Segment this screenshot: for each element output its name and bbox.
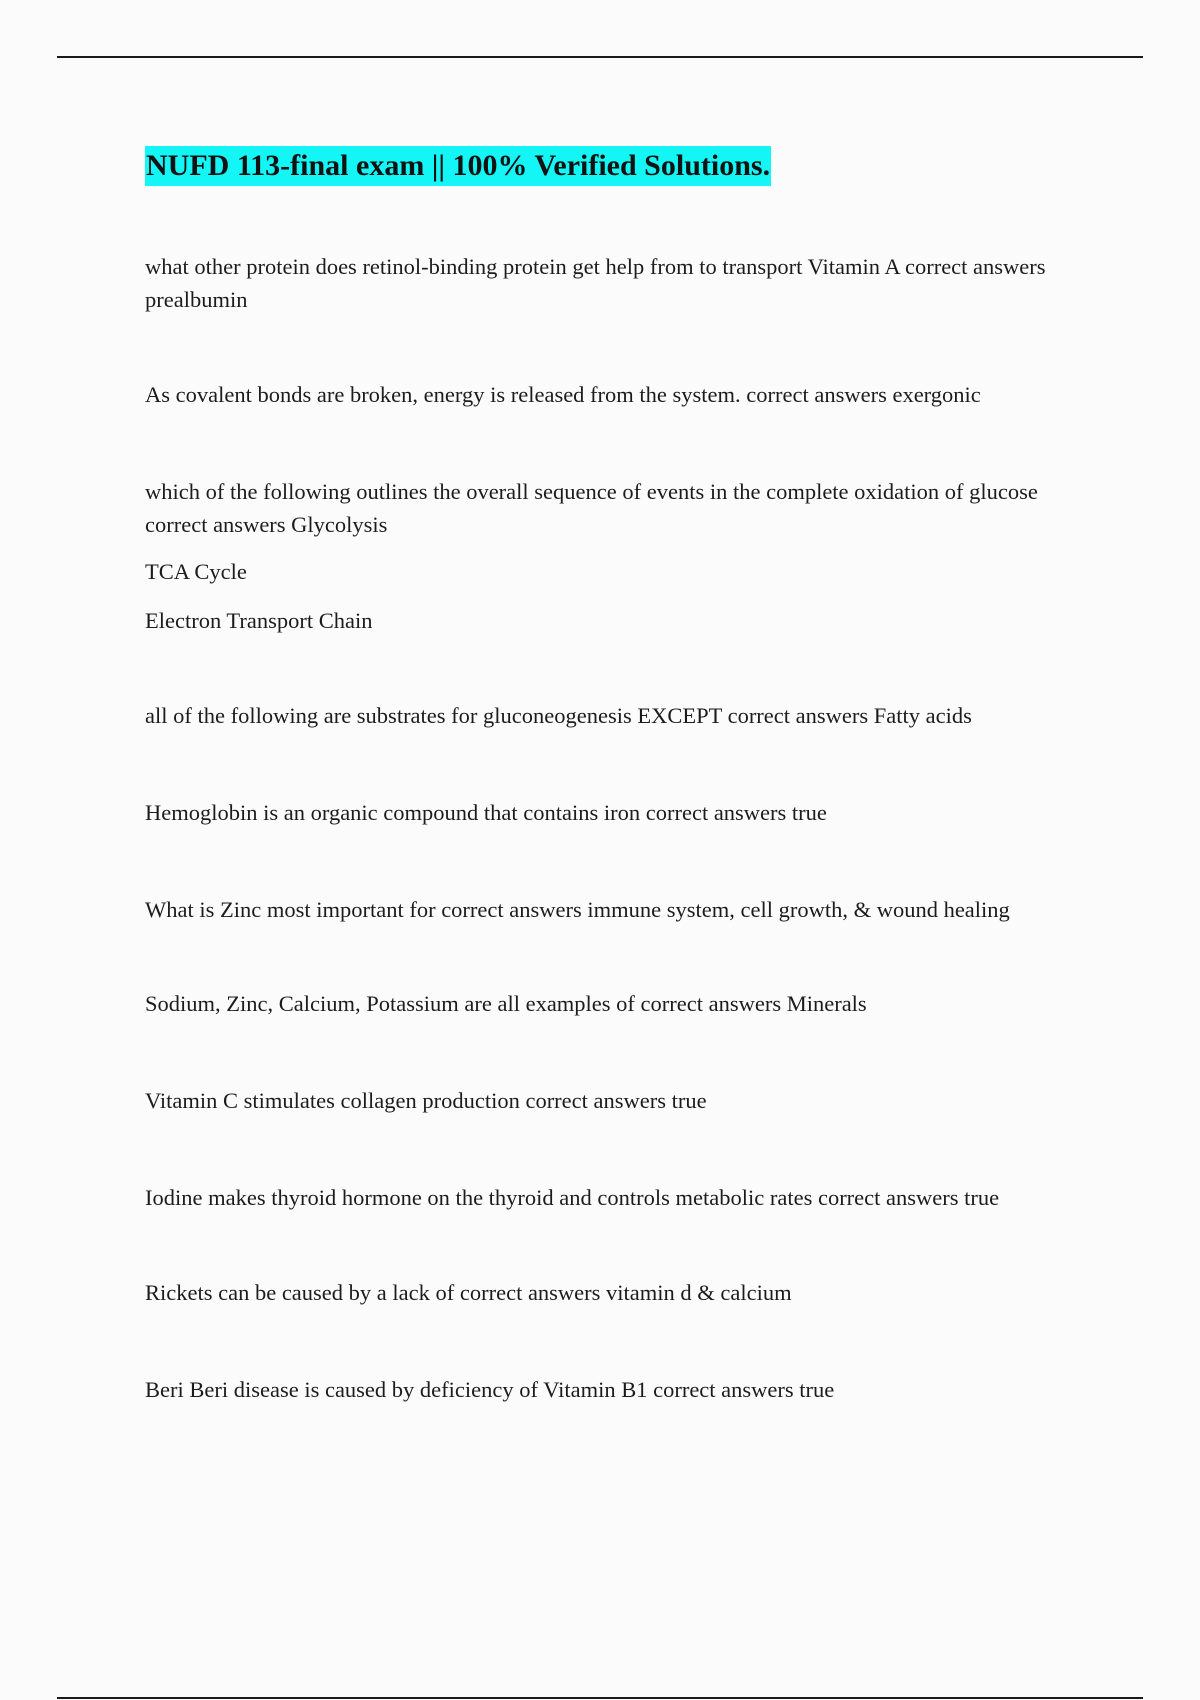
qa-item-8: Vitamin C stimulates collagen production correct answers true [145,1088,707,1113]
qa-item-3-line-2: TCA Cycle [145,559,247,584]
qa-item-2: As covalent bonds are broken, energy is released from the system. correct answers exergonic [145,382,981,407]
qa-item-11: Beri Beri disease is caused by deficiency of Vitamin B1 correct answers true [145,1377,835,1402]
qa-item-9: Iodine makes thyroid hormone on the thyroid and controls metabolic rates correct answers true [145,1185,1000,1210]
page-title: NUFD 113-final exam || 100% Verified Solutions. [145,146,771,186]
qa-item-1: what other protein does retinol-binding protein get help from to transport Vitamin A correct answers prealbumin [145,254,1046,312]
qa-item-7: Sodium, Zinc, Calcium, Potassium are all examples of correct answers Minerals [145,991,867,1016]
qa-item-6: What is Zinc most important for correct answers immune system, cell growth, & wound healing [145,897,1010,922]
footer-rule [57,1697,1143,1699]
qa-item-4: all of the following are substrates for gluconeogenesis EXCEPT correct answers Fatty acids [145,703,972,728]
qa-item-10: Rickets can be caused by a lack of correct answers vitamin d & calcium [145,1280,792,1305]
header-rule [57,56,1143,58]
qa-item-3-line-3: Electron Transport Chain [145,608,373,633]
qa-item-5: Hemoglobin is an organic compound that contains iron correct answers true [145,800,827,825]
qa-item-3: which of the following outlines the overall sequence of events in the complete oxidation of glucose correct answers Glycolysis [145,479,1038,537]
